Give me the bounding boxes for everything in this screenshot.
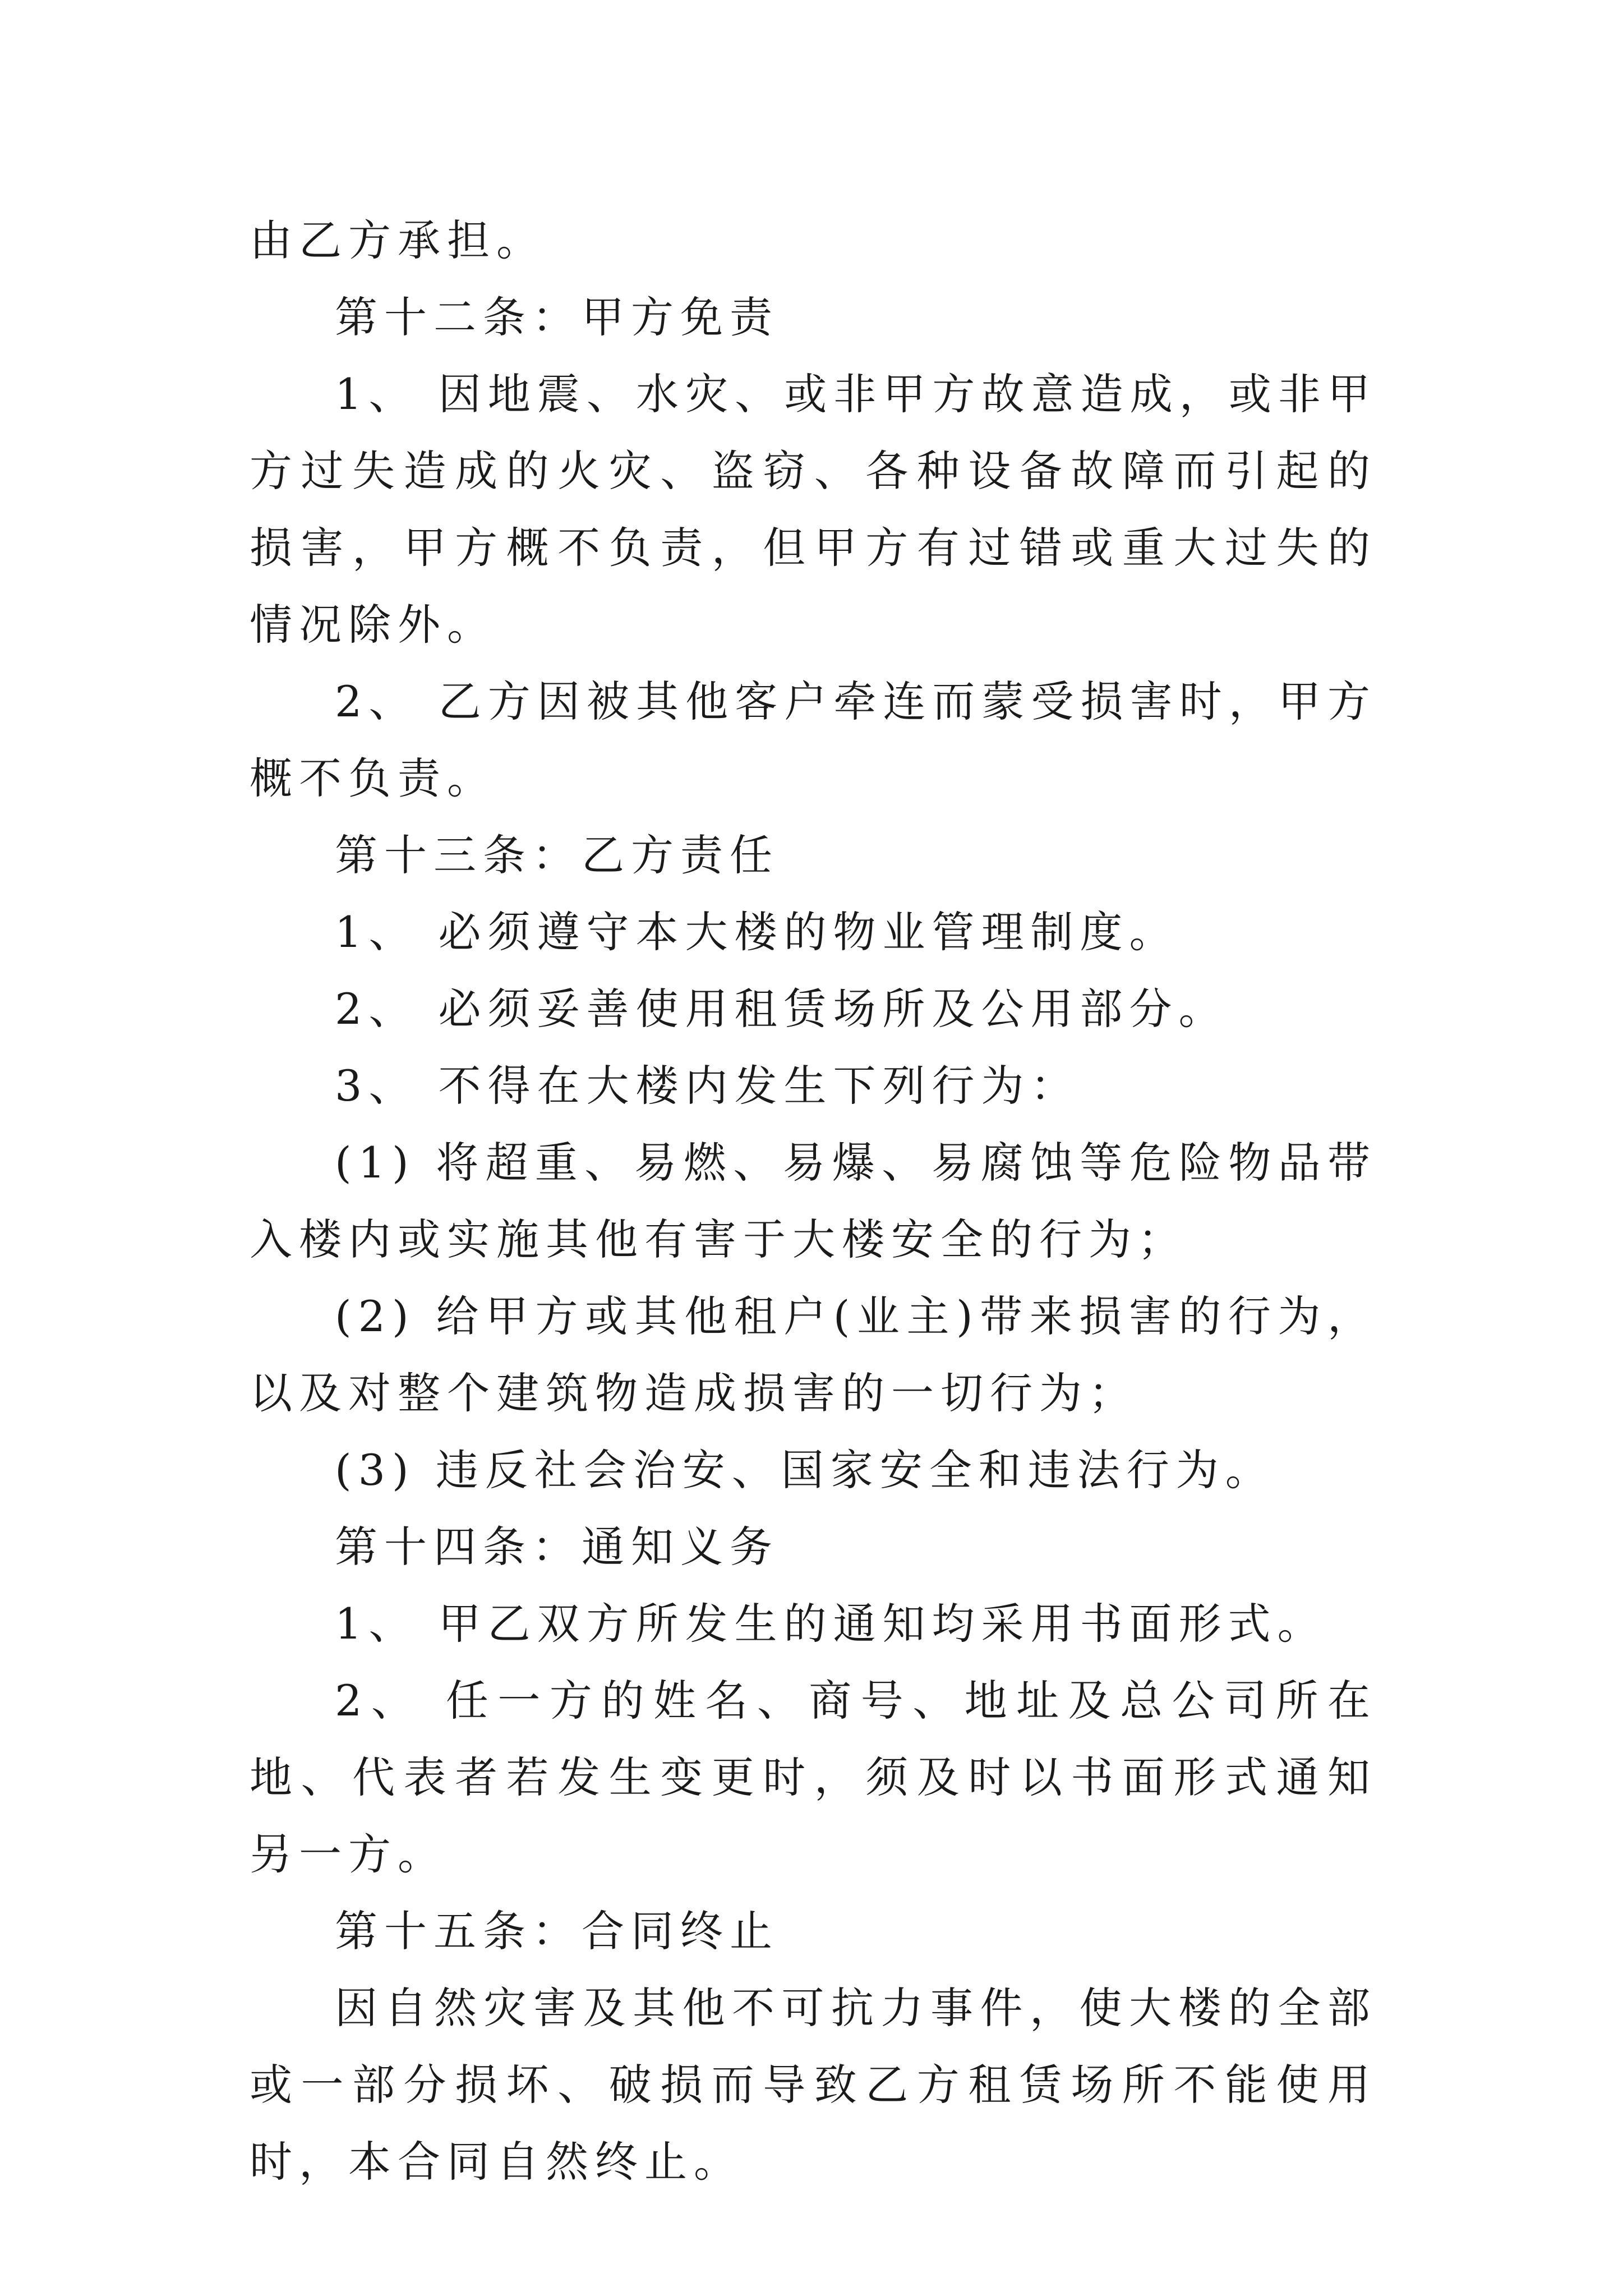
article-15-heading: 第十五条：合同终止 bbox=[335, 1906, 779, 1956]
article-14-item-1: 1、 甲乙双方所发生的通知均采用书面形式。 bbox=[335, 1599, 1327, 1649]
article-13-heading: 第十三条：乙方责任 bbox=[335, 830, 779, 880]
article-15-body: 因自然灾害及其他不可抗力事件，使大楼的全部或一部分损坏、破损而导致乙方租赁场所不能使用时，本合同自然终止。 bbox=[250, 1983, 1377, 2187]
article-13-item-2: 2、 必须妥善使用租赁场所及公用部分。 bbox=[335, 984, 1228, 1034]
article-13-item-3: 3、 不得在大楼内发生下列行为： bbox=[335, 1061, 1080, 1111]
article-13-subitem-1: (1) 将超重、易燃、易爆、易腐蚀等危险物品带入楼内或实施其他有害于大楼安全的行为； bbox=[250, 1138, 1377, 1264]
paragraph-continuation: 由乙方承担。 bbox=[250, 215, 546, 265]
article-12-item-2: 2、 乙方因被其他客户牵连而蒙受损害时，甲方概不负责。 bbox=[250, 677, 1377, 803]
article-13-subitem-2: (2) 给甲方或其他租户(业主)带来损害的行为，以及对整个建筑物造成损害的一切行为； bbox=[250, 1291, 1377, 1418]
article-12-heading: 第十二条：甲方免责 bbox=[335, 292, 779, 342]
article-14-item-2: 2、 任一方的姓名、商号、地址及总公司所在地、代表者若发生变更时，须及时以书面形式通知另一方。 bbox=[250, 1676, 1377, 1879]
article-13-item-1: 1、 必须遵守本大楼的物业管理制度。 bbox=[335, 907, 1179, 957]
document-body bbox=[250, 202, 1377, 2200]
article-14-heading: 第十四条：通知义务 bbox=[335, 1522, 779, 1572]
article-13-subitem-3: (3) 违反社会治安、国家安全和违法行为。 bbox=[335, 1445, 1275, 1495]
article-12-item-1: 1、 因地震、水灾、或非甲方故意造成，或非甲方过失造成的火灾、盗窃、各种设备故障而引起的损害，甲方概不负责，但甲方有过错或重大过失的情况除外。 bbox=[250, 369, 1377, 650]
